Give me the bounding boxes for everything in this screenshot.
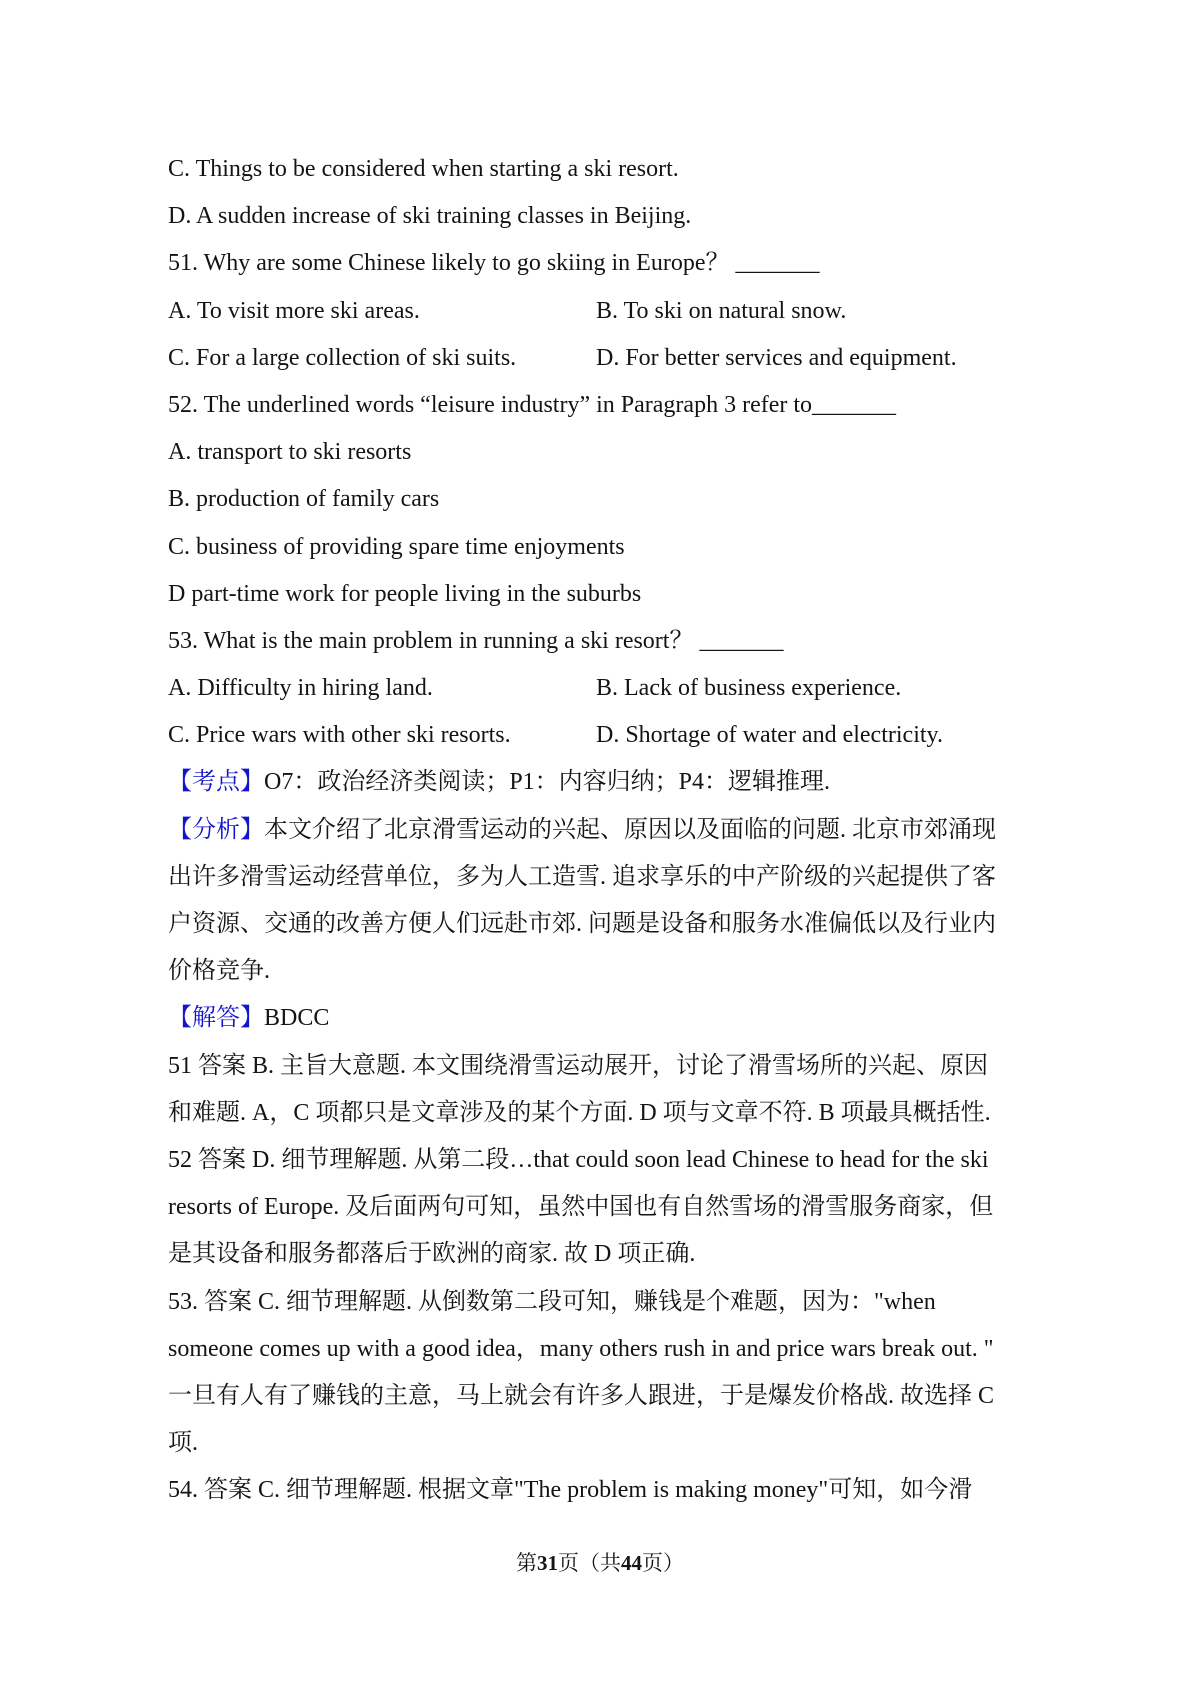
text-line (168, 240, 1048, 287)
footer-prefix: 第 (516, 1551, 537, 1575)
line-text: 价格竞争. (168, 958, 270, 985)
line-text: A. transport to ski resorts (168, 439, 412, 466)
text-line (168, 1420, 1048, 1467)
footer-suffix: 页） (642, 1551, 684, 1575)
option-right: D. For better services and equipment. (596, 344, 957, 371)
text-line (168, 618, 1048, 665)
option-right: B. To ski on natural snow. (596, 297, 847, 324)
line-text: resorts of Europe. 及后面两句可知，虽然中国也有自然雪场的滑雪服务商家，但 (168, 1194, 994, 1221)
text-line (168, 665, 1048, 712)
text-line (168, 712, 1048, 759)
line-text: O7：政治经济类阅读；P1：内容归纳；P4：逻辑推理. (264, 769, 831, 796)
line-text: BDCC (264, 1005, 330, 1032)
text-line (168, 807, 1048, 854)
line-text: 项. (168, 1430, 198, 1457)
line-text: 51. Why are some Chinese likely to go skiing in Europe？ _______ (168, 250, 820, 277)
footer-page-number: 31 (537, 1551, 558, 1575)
line-text: C. Things to be considered when starting a ski resort. (168, 156, 679, 182)
bracket-tag: 【解答】 (168, 1005, 264, 1032)
footer-total-pages: 44 (621, 1551, 642, 1575)
line-text: 53. 答案 C. 细节理解题. 从倒数第二段可知，赚钱是个难题，因为："when (168, 1288, 936, 1315)
option-left: A. To visit more ski areas. (168, 297, 420, 324)
line-text: C. business of providing spare time enjoyments (168, 533, 625, 560)
line-text: 52 答案 D. 细节理解题. 从第二段…that could soon lead Chinese to head for the ski (168, 1146, 989, 1173)
text-line (168, 1043, 1048, 1090)
text-line (168, 524, 1048, 571)
text-line (168, 571, 1048, 618)
line-text: D part-time work for people living in the suburbs (168, 580, 642, 607)
text-line (168, 995, 1048, 1042)
text-line (168, 1231, 1048, 1278)
text-line (168, 146, 1048, 193)
text-line (168, 193, 1048, 240)
page-footer (0, 1545, 1200, 1581)
text-line (168, 1326, 1048, 1373)
line-text: 出许多滑雪运动经营单位，多为人工造雪. 追求享乐的中产阶级的兴起提供了客 (168, 863, 996, 890)
text-line (168, 1373, 1048, 1420)
line-text: 和难题. A，C 项都只是文章涉及的某个方面. D 项与文章不符. B 项最具概括性. (168, 1099, 991, 1126)
text-line (168, 1090, 1048, 1137)
footer-middle: 页（共 (558, 1551, 621, 1575)
text-line (168, 429, 1048, 476)
text-line (168, 476, 1048, 523)
line-text: 54. 答案 C. 细节理解题. 根据文章"The problem is making money"可知，如今滑 (168, 1477, 973, 1504)
line-text: 53. What is the main problem in running a ski resort？ _______ (168, 627, 784, 654)
line-text: 52. The underlined words “leisure industry” in Paragraph 3 refer to_______ (168, 391, 897, 418)
line-text: 户资源、交通的改善方便人们远赴市郊. 问题是设备和服务水准偏低以及行业内 (168, 911, 996, 937)
line-text: 51 答案 B. 主旨大意题. 本文围绕滑雪运动展开，讨论了滑雪场所的兴起、原因 (168, 1052, 989, 1079)
text-line (168, 1467, 1048, 1514)
line-text: 一旦有人有了赚钱的主意，马上就会有许多人跟进，于是爆发价格战. 故选择 C (168, 1382, 995, 1409)
bracket-tag: 【分析】 (168, 816, 264, 843)
option-right: B. Lack of business experience. (596, 675, 902, 702)
option-right: D. Shortage of water and electricity. (596, 722, 943, 749)
line-text: B. production of family cars (168, 486, 440, 513)
text-line (168, 335, 1048, 382)
line-text: 是其设备和服务都落后于欧洲的商家. 故 D 项正确. (168, 1241, 696, 1268)
bracket-tag: 【考点】 (168, 769, 264, 796)
option-left: C. Price wars with other ski resorts. (168, 722, 511, 749)
text-line (168, 382, 1048, 429)
text-line (168, 1137, 1048, 1184)
option-left: A. Difficulty in hiring land. (168, 675, 433, 702)
text-line (168, 901, 1048, 948)
line-text: someone comes up with a good idea，many others rush in and price wars break out. " (168, 1335, 994, 1362)
text-line (168, 948, 1048, 995)
text-line (168, 759, 1048, 806)
option-left: C. For a large collection of ski suits. (168, 344, 517, 371)
document-content (168, 146, 1048, 1514)
text-line (168, 288, 1048, 335)
line-text: D. A sudden increase of ski training classes in Beijing. (168, 203, 692, 230)
text-line (168, 854, 1048, 901)
text-line (168, 1279, 1048, 1326)
text-line (168, 1184, 1048, 1231)
line-text: 本文介绍了北京滑雪运动的兴起、原因以及面临的问题. 北京市郊涌现 (264, 816, 996, 843)
